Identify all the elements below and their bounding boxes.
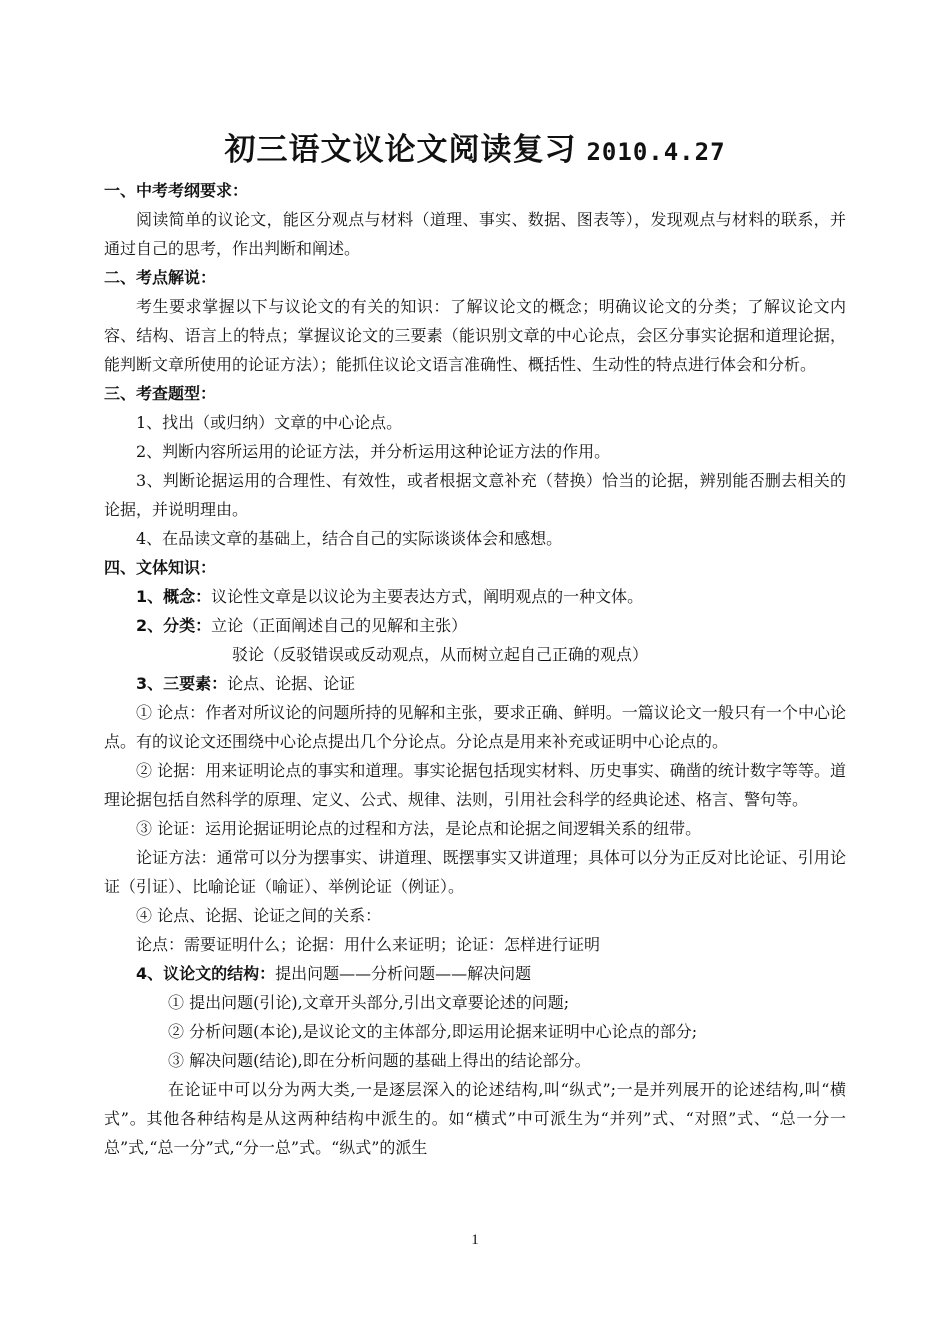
structure-line — [104, 959, 846, 988]
argument-paragraph: ③ 论证：运用论据证明论点的过程和方法，是论点和论据之间逻辑关系的纽带。 — [136, 819, 702, 838]
methods-paragraph: 论证方法：通常可以分为摆事实、讲道理、既摆事实又讲道理；具体可以分为正反对比论证、引用论证（引证）、比喻论证（喻证）、举例论证（例证）。 — [104, 848, 846, 896]
question-type-item: 4、在品读文章的基础上，结合自己的实际谈谈体会和感想。 — [136, 529, 563, 548]
elements-text: 论点、论据、论证 — [227, 674, 356, 693]
evidence-paragraph: ② 论据：用来证明论点的事实和道理。事实论据包括现实材料、历史事实、确凿的统计数字等等。道理论据包括自然科学的原理、定义、公式、规律、法则，引用社会科学的经典论述、格言、警句等。 — [104, 761, 846, 809]
section-heading-requirements: 一、中考考纲要求： — [104, 181, 249, 200]
title-date: 2010.4.27 — [586, 138, 726, 166]
explanation-paragraph: 考生要求掌握以下与议论文的有关的知识：了解议论文的概念；明确议论文的分类；了解议论文内容、结构、语言上的特点；掌握议论文的三要素（能识别文章的中心论点，会区分事实论据和道理论据，能判断文章所使用的论证方法）；能抓住议论文语言准确性、概括性、生动性的特点进行体会和分析。 — [104, 297, 846, 374]
concept-text: 议论性文章是以议论为主要表达方式，阐明观点的一种文体。 — [211, 587, 644, 606]
page-title — [0, 124, 950, 169]
category-line-2: 驳论（反驳错误或反动观点，从而树立起自己正确的观点） — [232, 645, 649, 664]
concept-line — [104, 582, 846, 611]
question-type-item: 3、判断论据运用的合理性、有效性，或者根据文意补充（替换）恰当的论据，辨别能否删去相关的论据，并说明理由。 — [104, 471, 846, 519]
title-text: 初三语文议论文阅读复习 — [224, 132, 577, 168]
structure-item: ③ 解决问题(结论),即在分析问题的基础上得出的结论部分。 — [168, 1051, 591, 1070]
document-body — [104, 176, 846, 1162]
concept-label: 1、概念： — [136, 587, 212, 606]
structure-text: 提出问题——分析问题——解决问题 — [275, 964, 532, 983]
point-paragraph: ① 论点：作者对所议论的问题所持的见解和主张，要求正确、鲜明。一篇议论文一般只有一个中心论点。有的议论文还围绕中心论点提出几个分论点。分论点是用来补充或证明中心论点的。 — [104, 703, 846, 751]
relation-title: ④ 论点、论据、论证之间的关系： — [136, 906, 382, 925]
page-number: 1 — [471, 1232, 479, 1248]
structure-label: 4、议论文的结构： — [136, 964, 276, 983]
elements-label: 3、三要素： — [136, 674, 228, 693]
category-text-1: 立论（正面阐述自己的见解和主张） — [211, 616, 468, 635]
section-heading-question-types: 三、考查题型： — [104, 384, 217, 403]
elements-line — [104, 669, 846, 698]
question-type-item: 2、判断内容所运用的论证方法，并分析运用这种论证方法的作用。 — [136, 442, 611, 461]
question-type-item: 1、找出（或归纳）文章的中心论点。 — [136, 413, 403, 432]
category-line — [104, 611, 846, 640]
category-label: 2、分类： — [136, 616, 212, 635]
structure-item: ① 提出问题(引论),文章开头部分,引出文章要论述的问题; — [168, 993, 570, 1012]
relation-text: 论点：需要证明什么；论据：用什么来证明；论证：怎样进行证明 — [136, 935, 601, 954]
requirements-paragraph: 阅读简单的议论文，能区分观点与材料（道理、事实、数据、图表等），发现观点与材料的联系，并通过自己的思考，作出判断和阐述。 — [104, 210, 846, 258]
structure-note: 在论证中可以分为两大类,一是逐层深入的论述结构,叫“纵式”;一是并列展开的论述结构,叫“横式”。其他各种结构是从这两种结构中派生的。如“横式”中可派生为“并列”式、“对照”式、“总一分一总”式,“总一分”式,“分一总”式。“纵式”的派生 — [104, 1080, 846, 1157]
section-heading-explanation: 二、考点解说： — [104, 268, 217, 287]
section-heading-genre-knowledge: 四、文体知识： — [104, 558, 217, 577]
structure-item: ② 分析问题(本论),是议论文的主体部分,即运用论据来证明中心论点的部分; — [168, 1022, 698, 1041]
